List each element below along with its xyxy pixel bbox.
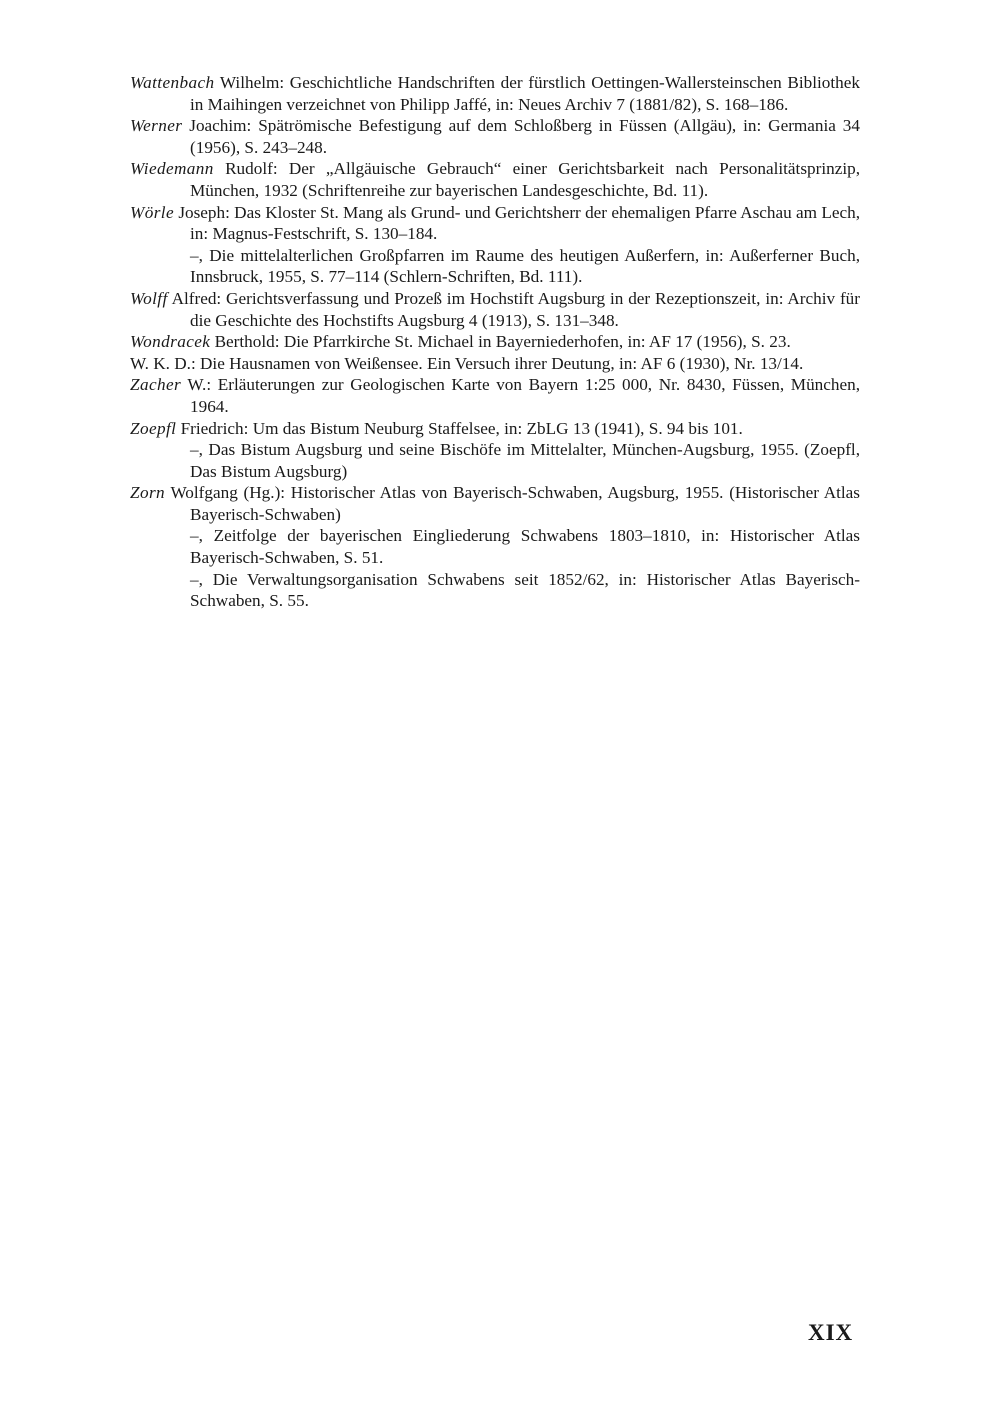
bib-entry-zacher bbox=[130, 374, 860, 417]
bib-subentry-zorn-1: –, Zeitfolge der bayerischen Eingliederung Schwabens 1803–1810, in: Historischer Atlas Bayerisch-Schwaben, S. 51. bbox=[190, 526, 860, 568]
entry-author: Wiedemann bbox=[130, 159, 214, 179]
bib-entry-wolff bbox=[130, 288, 860, 331]
entry-author: Wondracek bbox=[130, 332, 211, 352]
bib-entry-wkd bbox=[130, 353, 860, 375]
bib-entry-wiedemann bbox=[130, 158, 860, 201]
entry-text: Joachim: Spätrömische Befestigung auf dem Schloßberg in Füssen (Allgäu), in: Germania 34 (1956), S. 243–248. bbox=[182, 116, 860, 157]
entry-author: Zacher bbox=[130, 375, 182, 395]
entry-author: Zorn bbox=[130, 483, 166, 503]
entry-text: Berthold: Die Pfarrkirche St. Michael in Bayerniederhofen, in: AF 17 (1956), S. 23. bbox=[210, 332, 791, 352]
entry-author: Werner bbox=[130, 116, 183, 136]
entry-text: W.: Erläuterungen zur Geologischen Karte von Bayern 1:25 000, Nr. 8430, Füssen, München, 1964. bbox=[181, 375, 860, 416]
entry-text: Alfred: Gerichtsverfassung und Prozeß im Hochstift Augsburg in der Rezeptionszeit, in: Archiv für die Geschichte des Hochstifts Augsburg 4 (1913), S. 131–348. bbox=[167, 288, 860, 330]
entry-text: Friedrich: Um das Bistum Neuburg Staffelsee, in: ZbLG 13 (1941), S. 94 bis 101. bbox=[176, 418, 743, 438]
bibliography bbox=[130, 72, 860, 612]
entry-author: Zoepfl bbox=[130, 418, 177, 438]
entry-author: Wörle bbox=[130, 202, 175, 222]
entry-text: Joseph: Das Kloster St. Mang als Grund- und Gerichtsherr der ehemaligen Pfarre Aschau am Lech, in: Magnus-Festschrift, S. 130–184. bbox=[174, 202, 860, 244]
bib-entry-zorn bbox=[130, 482, 860, 525]
entry-text: Wolfgang (Hg.): Historischer Atlas von Bayerisch-Schwaben, Augsburg, 1955. (Historischer Atlas Bayerisch-Schwaben) bbox=[165, 483, 860, 524]
entry-author: Wattenbach bbox=[130, 73, 215, 92]
page-number: XIX bbox=[808, 1320, 854, 1345]
bib-entry-wondracek bbox=[130, 331, 860, 353]
bib-entry-werner bbox=[130, 115, 860, 158]
bib-entry-wattenbach bbox=[130, 72, 860, 115]
entry-text: Wilhelm: Geschichtliche Handschriften der fürstlich Oettingen-Wallersteinschen Bibliothek in Maihingen verzeichnet von Philipp Jaffé, in: Neues Archiv 7 (1881/82), S. 168–186. bbox=[190, 73, 860, 114]
bib-entry-zoepfl bbox=[130, 418, 860, 440]
entry-text: Rudolf: Der „Allgäuische Gebrauch“ einer Gerichtsbarkeit nach Personalitätsprinzip, München, 1932 (Schriftenreihe zur bayerischen Landesgeschichte, Bd. 11). bbox=[190, 159, 860, 200]
bib-entry-woerle bbox=[130, 202, 860, 245]
entry-text: W. K. D.: Die Hausnamen von Weißensee. Ein Versuch ihrer Deutung, in: AF 6 (1930), Nr. 13/14. bbox=[130, 353, 804, 373]
bib-subentry-woerle: –, Die mittelalterlichen Großpfarren im Raume des heutigen Außerfern, in: Außerferner Buch, Innsbruck, 1955, S. 77–114 (Schlern-Schriften, Bd. 111). bbox=[190, 245, 860, 287]
bib-subentry-zorn-2: –, Die Verwaltungsorganisation Schwabens seit 1852/62, in: Historischer Atlas Bayerisch-Schwaben, S. 55. bbox=[190, 569, 860, 611]
entry-author: Wolff bbox=[130, 288, 168, 308]
bib-subentry-zoepfl: –, Das Bistum Augsburg und seine Bischöfe im Mittelalter, München-Augsburg, 1955. (Zoepfl, Das Bistum Augsburg) bbox=[190, 440, 860, 481]
